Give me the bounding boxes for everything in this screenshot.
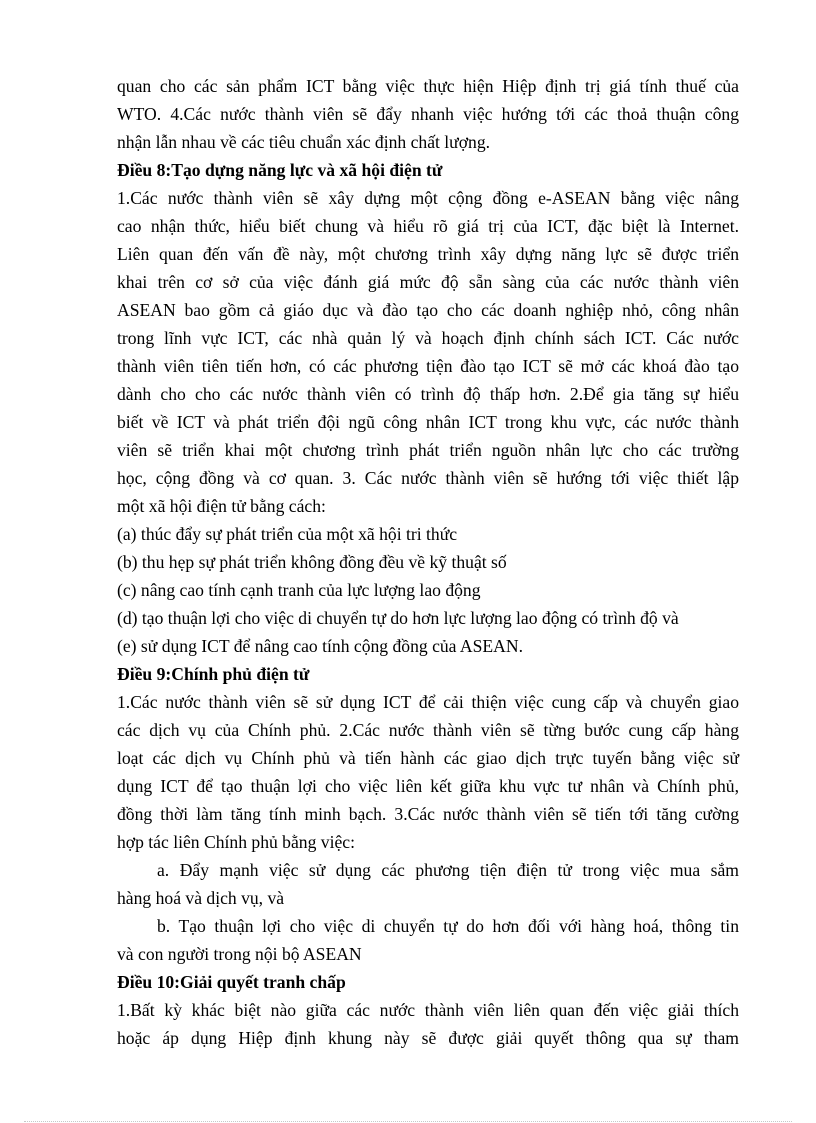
body-text-line: Liên quan đến vấn đề này, một chương trình xây dựng năng lực sẽ được triển — [117, 244, 739, 264]
body-text-line: hàng hoá và dịch vụ, và — [117, 888, 285, 908]
body-text-line: hợp tác liên Chính phủ bằng việc: — [117, 832, 355, 852]
page-bottom-divider — [24, 1121, 792, 1122]
list-item: (c) nâng cao tính cạnh tranh của lực lượng lao động — [117, 580, 481, 600]
body-text-line: cao nhận thức, hiểu biết chung và hiểu rõ giá trị của ICT, đặc biệt là Internet. — [117, 216, 739, 236]
list-item: (e) sử dụng ICT để nâng cao tính cộng đồng của ASEAN. — [117, 636, 523, 656]
body-text-line: 1.Các nước thành viên sẽ sử dụng ICT để cải thiện việc cung cấp và chuyển giao — [117, 692, 739, 712]
body-text-line: WTO. 4.Các nước thành viên sẽ đẩy nhanh việc hướng tới các thoả thuận công — [117, 104, 739, 124]
body-text-line: nhận lẫn nhau về các tiêu chuẩn xác định chất lượng. — [117, 132, 491, 152]
body-text-line: 1.Các nước thành viên sẽ xây dựng một cộng đồng e-ASEAN bằng việc nâng — [117, 188, 739, 208]
body-text-line: ASEAN bao gồm cả giáo dục và đào tạo cho các doanh nghiệp nhỏ, công nhân — [117, 300, 739, 320]
body-text-line: một xã hội điện tử bằng cách: — [117, 496, 326, 516]
body-text-line: loạt các dịch vụ Chính phủ và tiến hành các giao dịch trực tuyến bằng việc sử — [117, 748, 739, 768]
article-heading: Điều 10:Giải quyết tranh chấp — [117, 972, 346, 992]
body-text-line: học, cộng đồng và cơ quan. 3. Các nước thành viên sẽ hướng tới việc thiết lập — [117, 468, 739, 488]
body-text-line: dành cho cho các nước thành viên có trình độ thấp hơn. 2.Để gia tăng sự hiểu — [117, 384, 739, 404]
body-text-line: các dịch vụ của Chính phủ. 2.Các nước thành viên sẽ từng bước cung cấp hàng — [117, 720, 739, 740]
body-text-line: viên sẽ triển khai một chương trình phát triển nguồn nhân lực cho các trường — [117, 440, 739, 460]
body-text-line: dụng ICT để tạo thuận lợi cho việc liên kết giữa khu vực tư nhân và Chính phủ, — [117, 776, 739, 796]
list-item: (b) thu hẹp sự phát triển không đồng đều về kỹ thuật số — [117, 552, 507, 572]
body-text-line: trong lĩnh vực ICT, các nhà quản lý và hoạch định chính sách ICT. Các nước — [117, 328, 739, 348]
body-text-line: 1.Bất kỳ khác biệt nào giữa các nước thành viên liên quan đến việc giải thích — [117, 1000, 739, 1020]
sub-item: a. Đẩy mạnh việc sử dụng các phương tiện điện tử trong việc mua sắm — [157, 860, 739, 880]
article-heading: Điều 8:Tạo dựng năng lực và xã hội điện tử — [117, 160, 443, 180]
body-text-line: đồng thời làm tăng tính minh bạch. 3.Các nước thành viên sẽ tiến tới tăng cường — [117, 804, 739, 824]
body-text-line: khai trên cơ sở của việc đánh giá mức độ sẵn sàng của các nước thành viên — [117, 272, 739, 292]
list-item: (a) thúc đẩy sự phát triển của một xã hội tri thức — [117, 524, 458, 544]
list-item: (d) tạo thuận lợi cho việc di chuyển tự do hơn lực lượng lao động có trình độ và — [117, 608, 679, 628]
body-text-line: hoặc áp dụng Hiệp định khung này sẽ được giải quyết thông qua sự tham — [117, 1028, 739, 1048]
article-heading: Điều 9:Chính phủ điện tử — [117, 664, 310, 684]
body-text-line: và con người trong nội bộ ASEAN — [117, 944, 362, 964]
body-text-line: biết về ICT và phát triển đội ngũ công nhân ICT trong khu vực, các nước thành — [117, 412, 739, 432]
body-text-line: quan cho các sản phẩm ICT bằng việc thực hiện Hiệp định trị giá tính thuế của — [117, 76, 739, 96]
body-text-line: thành viên tiên tiến hơn, có các phương tiện đào tạo ICT sẽ mở các khoá đào tạo — [117, 356, 739, 376]
sub-item: b. Tạo thuận lợi cho việc di chuyển tự do hơn đối với hàng hoá, thông tin — [157, 916, 739, 936]
